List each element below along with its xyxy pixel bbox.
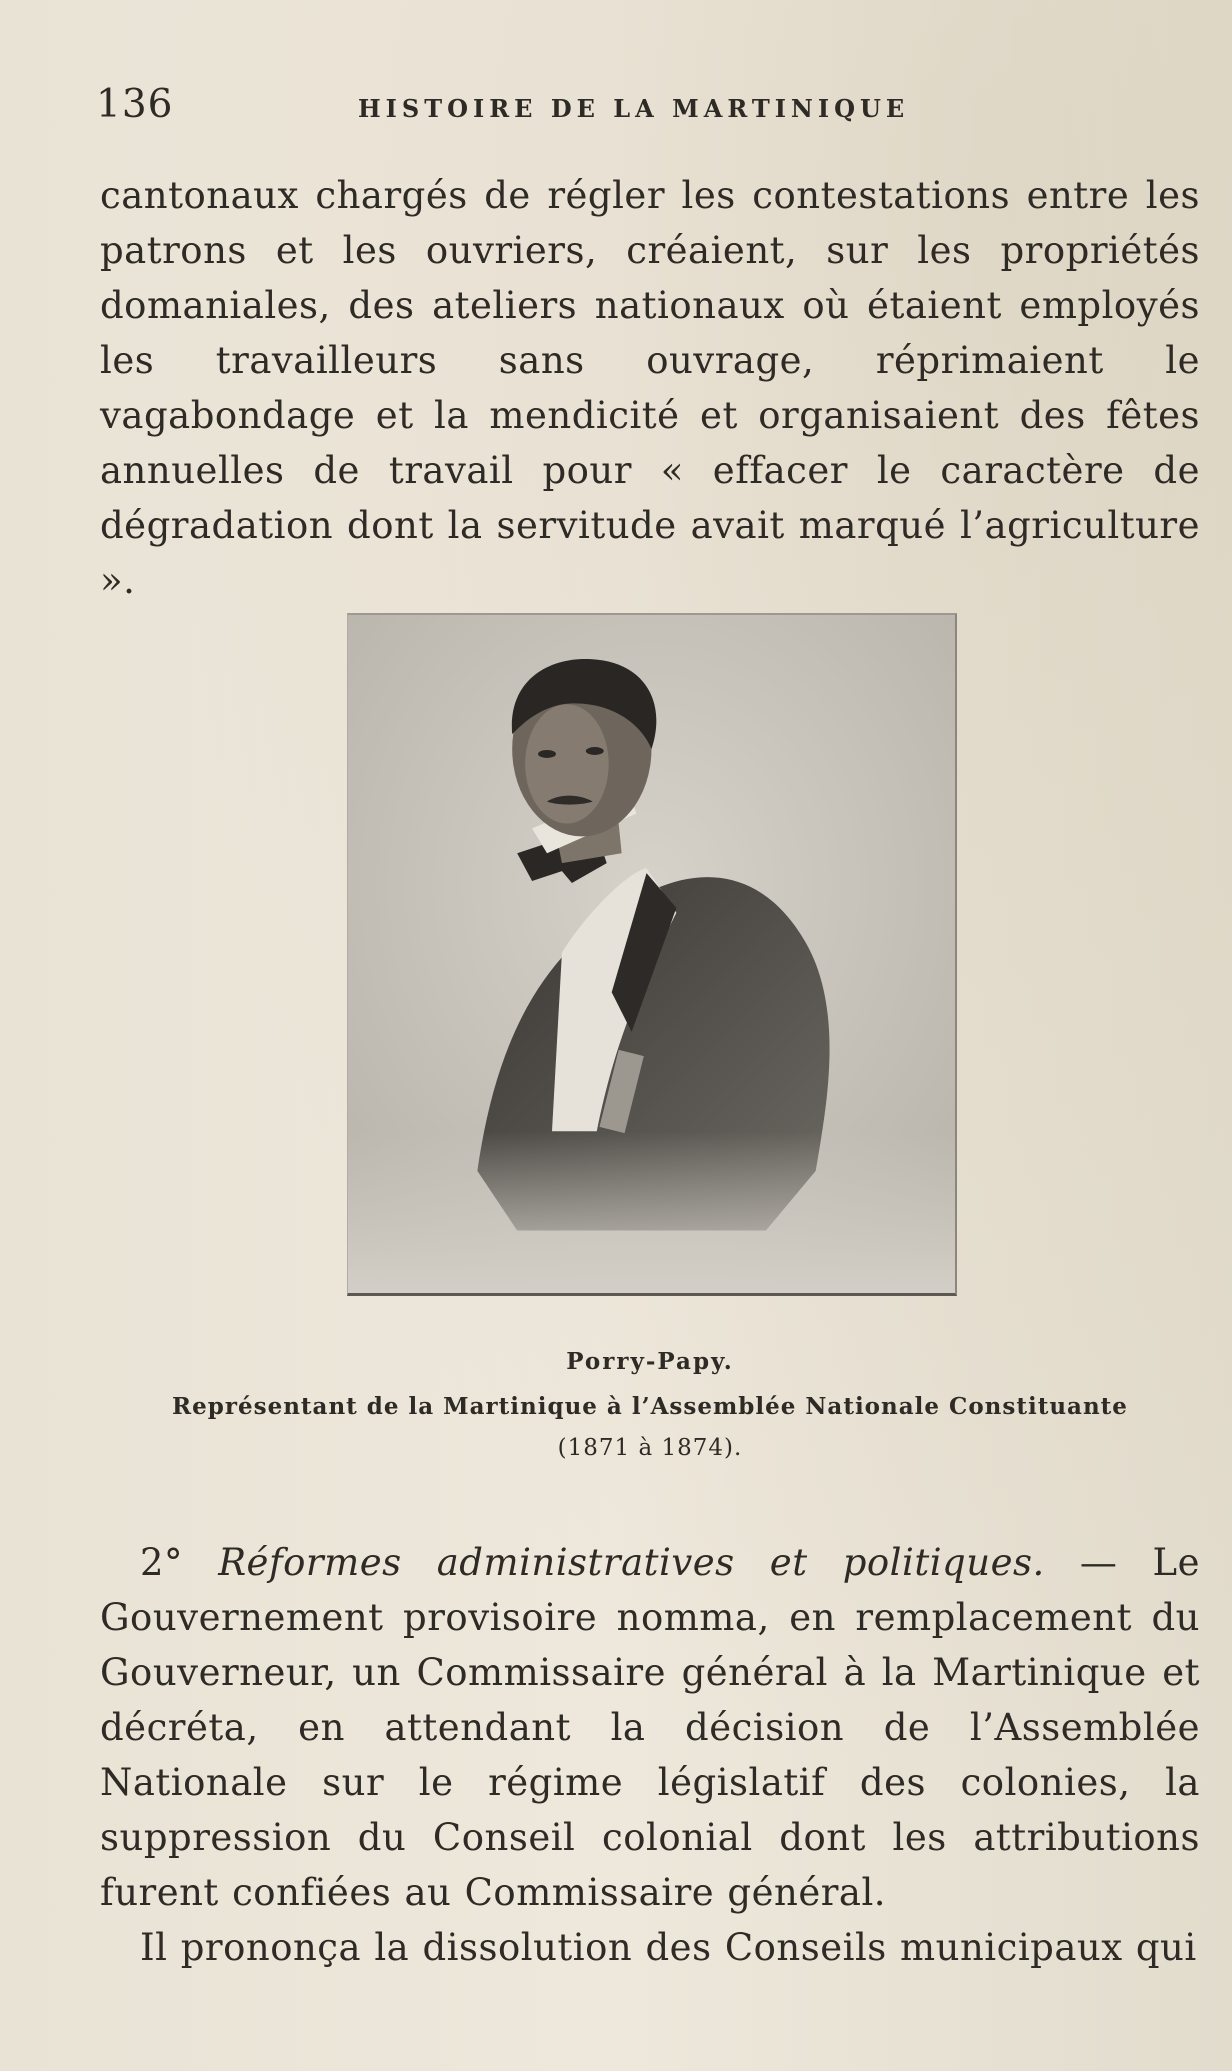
paragraph-3: Il prononça la dissolution des Conseils municipaux qui [140, 1926, 1197, 1969]
page-header [96, 82, 1172, 132]
page-number: 136 [96, 82, 174, 127]
section-number: 2° [140, 1541, 184, 1584]
portrait-engraving [347, 613, 957, 1296]
figure-caption-dates: (1871 à 1874). [557, 1435, 743, 1461]
figure-caption-title: Représentant de la Martinique à l’Assemblée Nationale Constituante [172, 1393, 1128, 1420]
paragraph-2-text: — Le Gouvernement provisoire nomma, en remplacement du Gouverneur, un Commissaire général à la Martinique et décréta, en attendant la décision de l’Assemblée Nationale sur le régime législatif des colonies, la suppression du Conseil colonial dont les attributions furent confiées au Commissaire général. [100, 1541, 1200, 1914]
figure-caption-name: Porry-Papy. [566, 1348, 734, 1375]
paragraph-1: cantonaux chargés de régler les contestations entre les patrons et les ouvriers, créaient, sur les propriétés domaniales, des ateliers nationaux où étaient employés les travailleurs sans ouvrage, réprimaient le vagabondage et la mendicité et organisaient des fêtes annuelles de travail pour « effacer le caractère de dégradation dont la servitude avait marqué l’agriculture ». [100, 174, 1200, 602]
paragraph-2 [100, 1535, 1200, 1920]
portrait-illustration [348, 615, 955, 1293]
section-heading: Réformes administratives et politiques. [218, 1541, 1045, 1584]
running-head: HISTOIRE DE LA MARTINIQUE [358, 94, 910, 123]
